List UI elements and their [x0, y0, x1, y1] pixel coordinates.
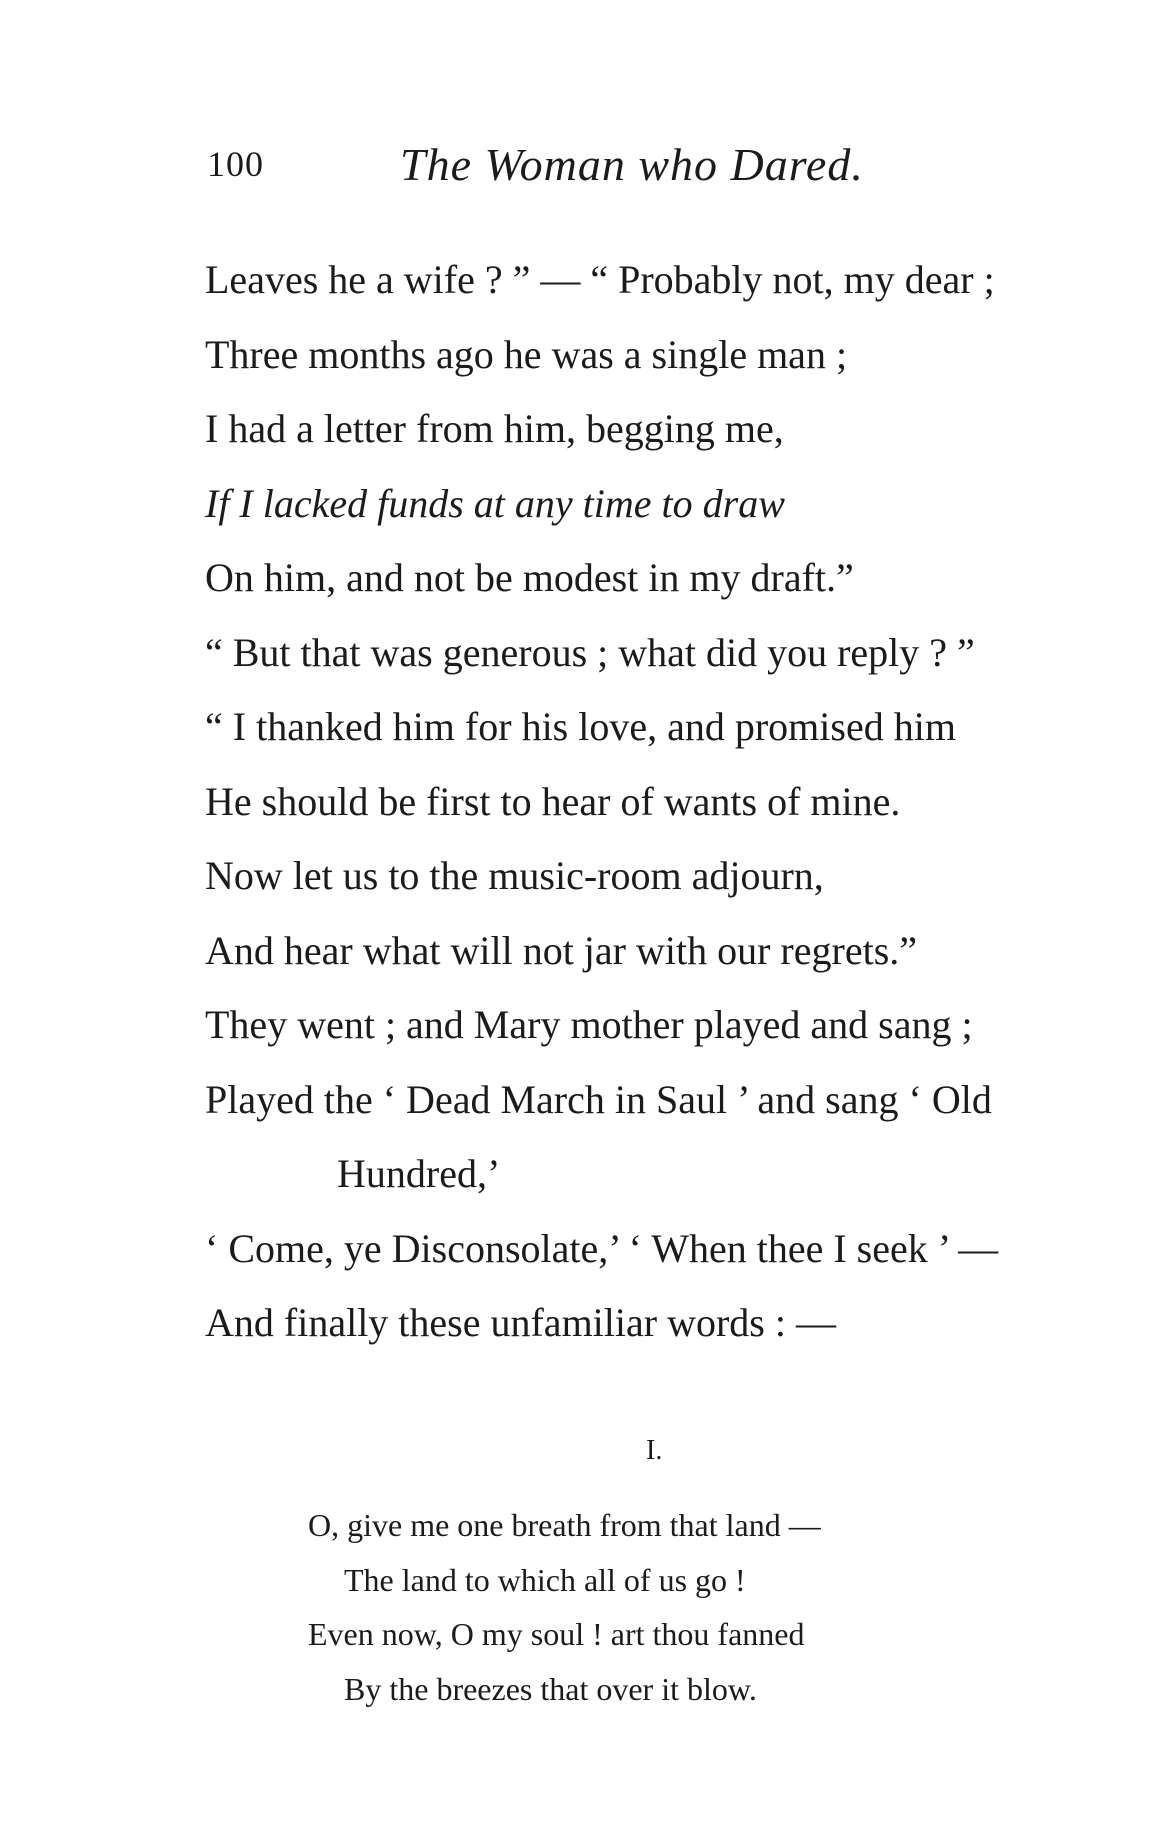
verse-line: Played the ‘ Dead March in Saul ’ and sang ‘ Old: [205, 1076, 992, 1122]
song-stanza: [308, 1503, 821, 1721]
song-line: O, give me one breath from that land —: [308, 1507, 821, 1543]
verse-line: If I lacked funds at any time to draw: [205, 480, 785, 526]
song-line: Even now, O my soul ! art thou fanned: [308, 1616, 805, 1652]
verse-line: Now let us to the music-room adjourn,: [205, 853, 824, 898]
verse-line: ‘ Come, ye Disconsolate,’ ‘ When thee I seek ’ —: [205, 1225, 999, 1271]
verse-line: I had a letter from him, begging me,: [205, 406, 784, 451]
song-line: The land to which all of us go !: [344, 1561, 746, 1598]
verse-line: He should be first to hear of wants of mine.: [205, 778, 901, 824]
verse-line: “ But that was generous ; what did you reply ? ”: [205, 629, 975, 675]
verse-line: “ I thanked him for his love, and promised him: [205, 704, 956, 749]
verse-line: Leaves he a wife ? ” — “ Probably not, my dear ;: [205, 257, 995, 302]
page-number: 100: [207, 144, 264, 184]
verse-line: And finally these unfamiliar words : —: [205, 1300, 836, 1345]
song-line: By the breezes that over it blow.: [344, 1670, 757, 1707]
verse-line: On him, and not be modest in my draft.”: [205, 555, 854, 600]
stanza-number: I.: [646, 1435, 663, 1466]
verse-body: [205, 250, 1165, 1368]
running-title: The Woman who Dared.: [400, 139, 864, 190]
verse-line: And hear what will not jar with our regrets.”: [205, 927, 918, 973]
verse-line: They went ; and Mary mother played and sang ;: [205, 1002, 973, 1047]
verse-line-continuation: Hundred,’: [337, 1151, 501, 1196]
verse-line: Three months ago he was a single man ;: [205, 331, 848, 377]
